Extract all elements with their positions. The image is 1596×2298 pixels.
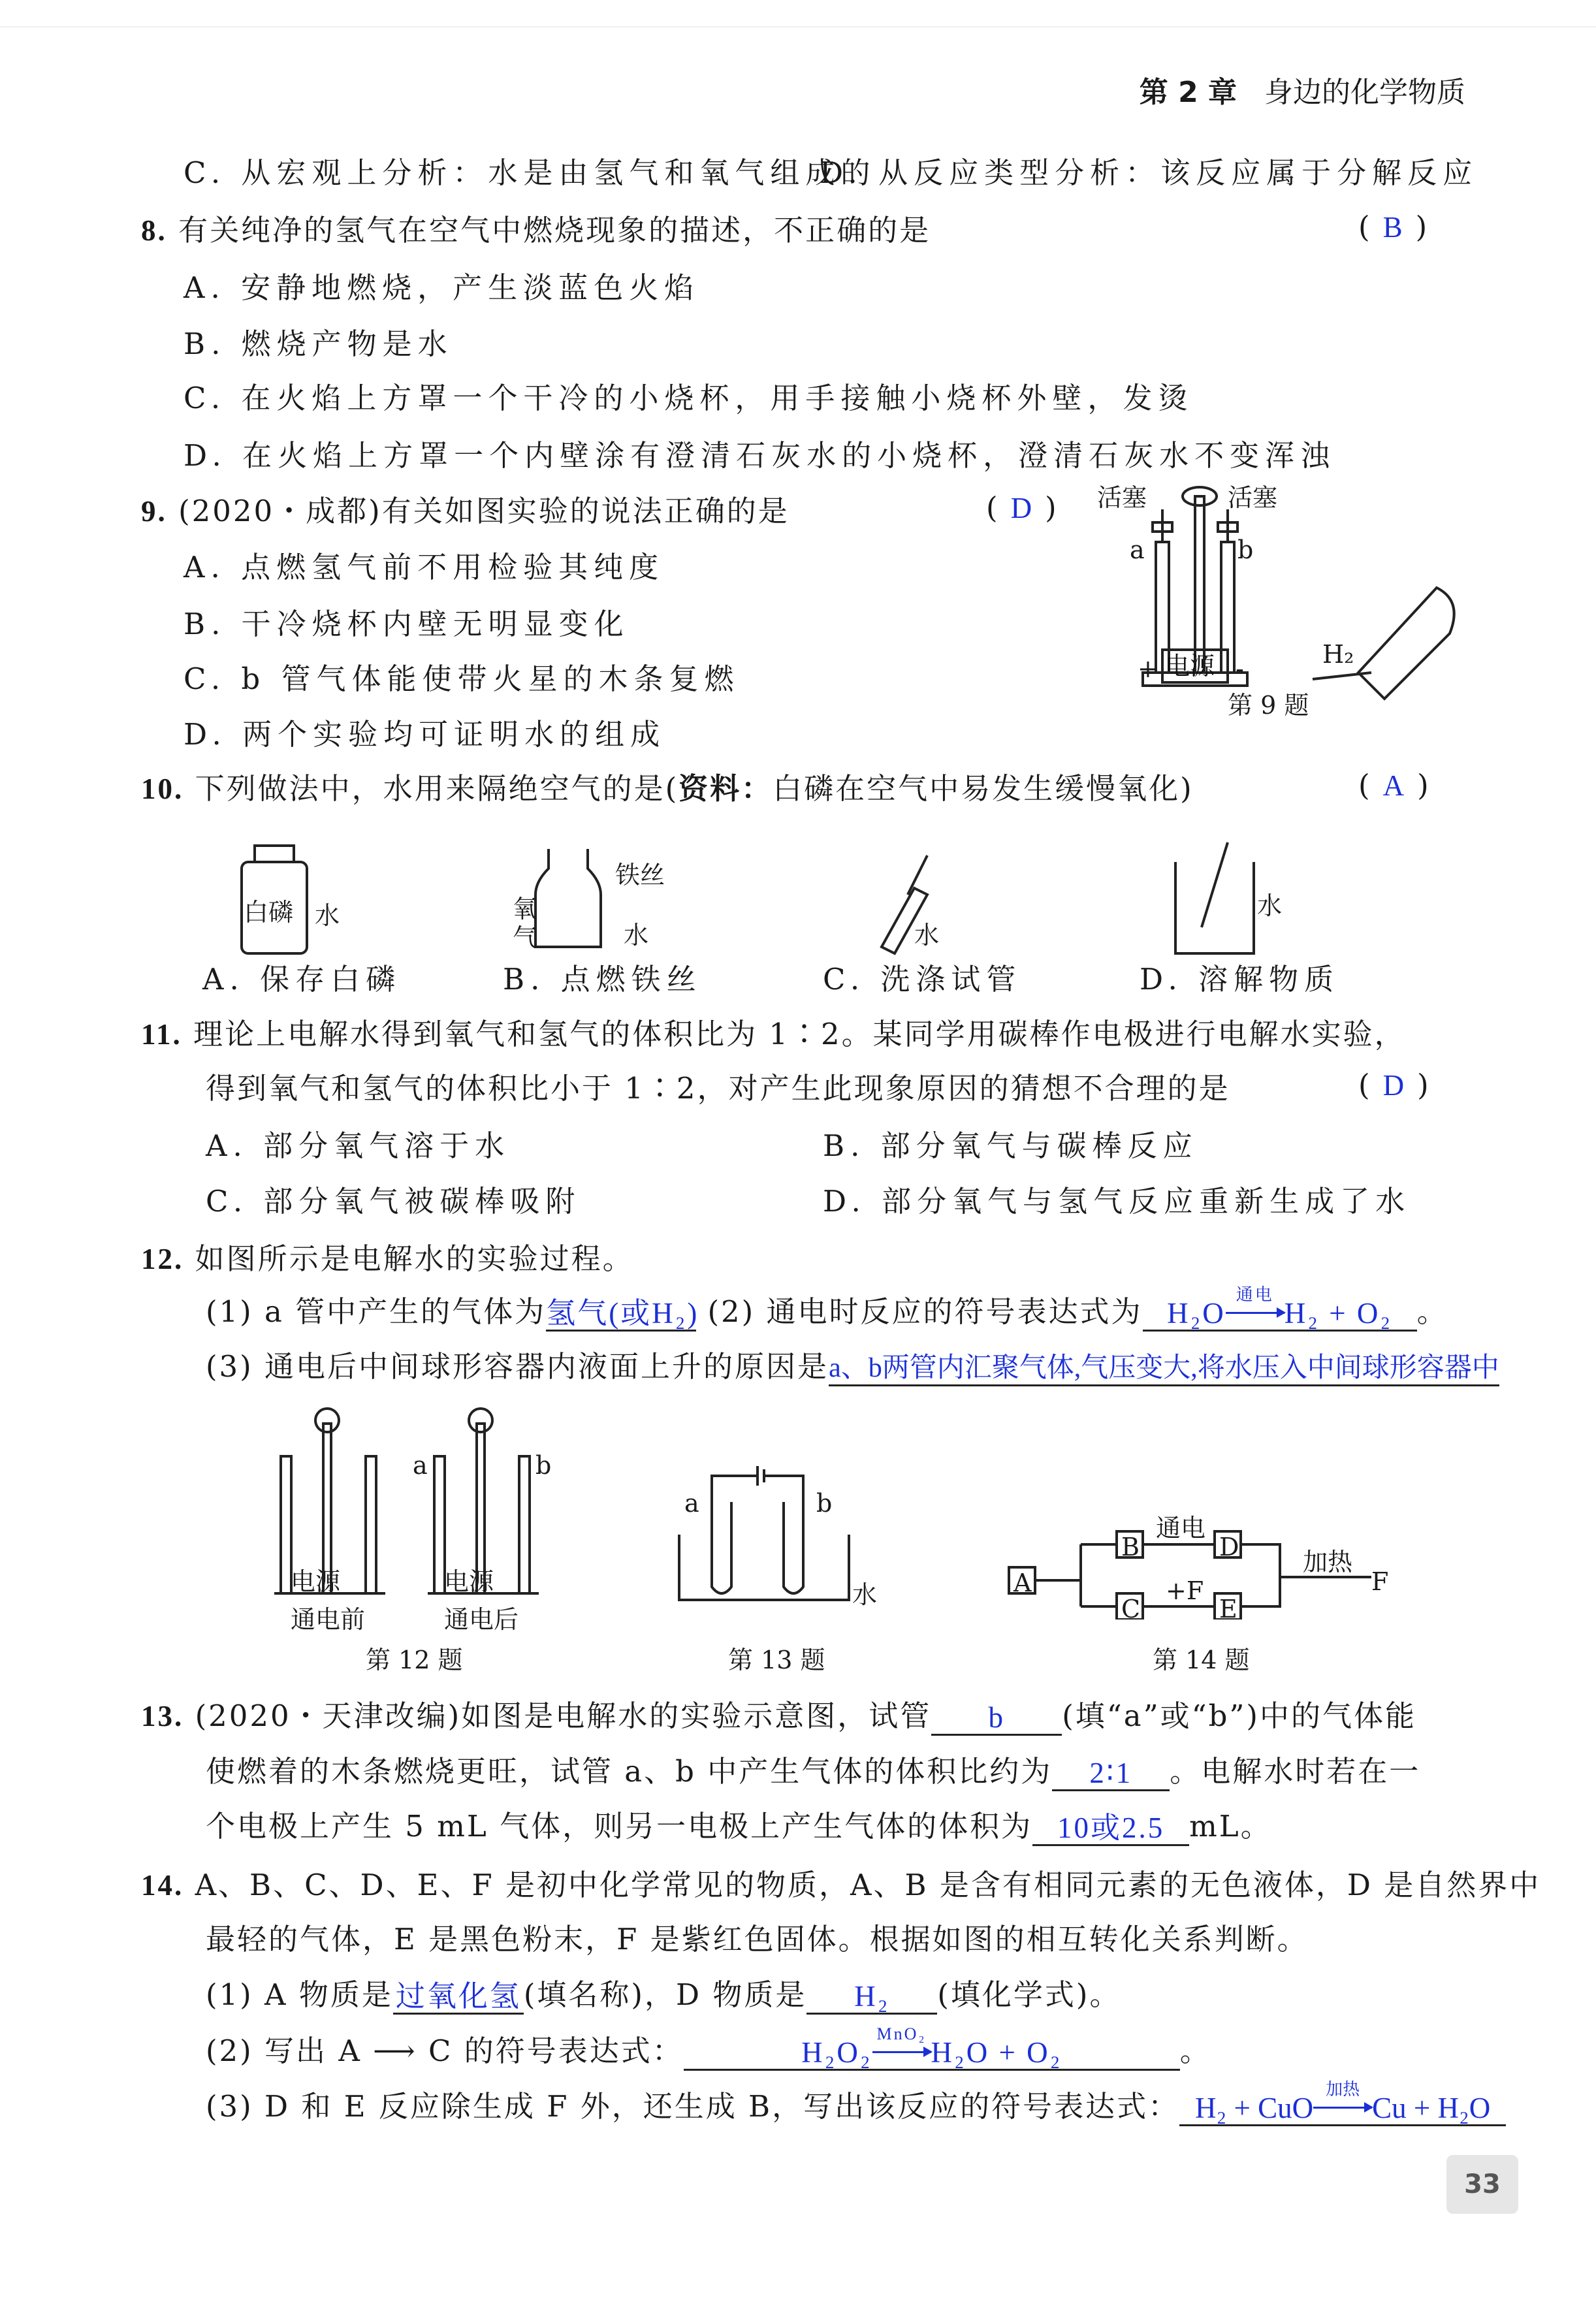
- q9-text: (2020・成都)有关如图实验的说法正确的是: [178, 494, 790, 528]
- q10-label-water-c: 水: [914, 921, 940, 950]
- q13-text-3b: mL。: [1189, 1809, 1272, 1843]
- q14-text-1: A、B、C、D、E、F 是初中化学常见的物质，A、B 是含有相同元素的无色液体，D 是自然界中: [195, 1868, 1541, 1902]
- q12-label-after: 通电后: [444, 1605, 519, 1634]
- q11-text-1: 理论上电解水得到氧气和氢气的体积比为 1∶2。某同学用碳棒作电极进行电解水实验，: [193, 1017, 1406, 1051]
- q10-answer-value: A: [1382, 769, 1418, 802]
- top-edge: [0, 26, 1596, 27]
- q11-option-d: D. 部分氧气与氢气反应重新生成了水: [823, 1184, 1411, 1219]
- q12-p1-text: (1) a 管中产生的气体为: [206, 1294, 547, 1329]
- q13-answer-2: 2∶1: [1052, 1757, 1170, 1791]
- q13-answer-3: 10或2.5: [1032, 1811, 1189, 1846]
- q9-answer-value: D: [1010, 492, 1045, 524]
- q14-part-1: [206, 1975, 1121, 2015]
- q14-part-2: (2) 写出 A ⟶ C 的符号表达式： H₂O₂ MnO₂ H₂O + O₂ 。: [206, 2032, 1211, 2071]
- q11-number: 11.: [141, 1018, 182, 1051]
- q12-label-power-after: 电源: [444, 1567, 494, 1596]
- q9-number: 9.: [141, 495, 167, 528]
- q12-caption: 第 12 题: [366, 1646, 463, 1674]
- q14-text-2: 最轻的气体，E 是黑色粉末，F 是紫红色固体。根据如图的相互转化关系判断。: [206, 1922, 1309, 1956]
- q14-node-d: D: [1219, 1533, 1239, 1561]
- q14-node-a: A: [1013, 1569, 1032, 1597]
- q10-label-water-b: 水: [624, 921, 649, 950]
- q11-option-c: C. 部分氧气被碳棒吸附: [206, 1184, 581, 1219]
- q9-caption: 第 9 题: [1228, 691, 1309, 720]
- q14-p3-text: (3) D 和 E 反应除生成 F 外，还生成 B，写出该反应的符号表达式：: [206, 2089, 1180, 2124]
- q7-option-d: D. 从反应类型分析：该反应属于分解反应: [820, 155, 1478, 190]
- q11-option-b: B. 部分氧气与碳棒反应: [823, 1128, 1198, 1163]
- q14-eq3-left: H₂ + CuO: [1195, 2092, 1314, 2124]
- q13-text-2: 使燃着的木条燃烧更旺，试管 a、b 中产生气体的体积比约为: [206, 1754, 1053, 1789]
- q10-option-b: B. 点燃铁丝: [503, 962, 702, 997]
- q12-text: 如图所示是电解水的实验过程。: [195, 1241, 634, 1276]
- q13-text-1b: (填“a”或“b”)中的气体能: [1062, 1699, 1416, 1733]
- q10-text-bold: 资料：: [678, 771, 773, 806]
- q10-text-tail: 白磷在空气中易发生缓慢氧化): [773, 771, 1194, 806]
- q8-option-b: B. 燃烧产物是水: [184, 327, 453, 361]
- q13-label-b: b: [816, 1489, 833, 1518]
- q10-label-white-phosphorus: 白磷: [244, 898, 294, 927]
- q13-caption: 第 13 题: [728, 1646, 825, 1674]
- q10-label-oxygen: 氧气: [513, 895, 538, 952]
- q14-answer-1b: H₂: [806, 1980, 937, 2015]
- q12-eq-condition: 通电: [1236, 1285, 1274, 1304]
- q10-option-a: A. 保存白磷: [202, 962, 402, 997]
- q12-label-a: a: [413, 1451, 428, 1480]
- q14-eq2-left: H₂O₂: [801, 2036, 872, 2069]
- page-number: 33: [1446, 2155, 1518, 2214]
- q13-text-1: (2020・天津改编)如图是电解水的实验示意图，试管: [195, 1699, 932, 1733]
- q9-plus: +: [1138, 654, 1158, 683]
- q11-stem: [141, 1015, 1406, 1054]
- electrolysis-apparatus-icon: [1097, 483, 1476, 725]
- q12-part-3: [206, 1347, 1499, 1386]
- q14-caption: 第 14 题: [1153, 1646, 1250, 1674]
- q9-stem: [141, 492, 790, 531]
- reaction-arrow-icon: [1226, 1285, 1285, 1330]
- q8-number: 8.: [141, 214, 167, 247]
- q12-answer-1: 氢气(或H₂): [546, 1297, 696, 1332]
- q9-option-c: C. b 管气体能使带火星的木条复燃: [184, 662, 740, 696]
- q11-text-2: 得到氧气和氢气的体积比小于 1∶2，对产生此现象原因的猜想不合理的是: [206, 1071, 1230, 1106]
- q11-answer: (D): [1358, 1068, 1442, 1102]
- q12-label-power-before: 电源: [291, 1567, 341, 1596]
- reaction-arrow-icon: [1313, 2080, 1372, 2124]
- q9-label-power: 电源: [1165, 652, 1215, 680]
- q9-label-h2: H₂: [1322, 640, 1354, 669]
- q12-stem: [141, 1239, 634, 1279]
- q14-eq2-right: H₂O + O₂: [931, 2036, 1062, 2069]
- q7-option-c: C. 从宏观上分析：水是由氢气和氧气组成的: [184, 155, 876, 190]
- q8-stem: [141, 211, 931, 250]
- q11-answer-value: D: [1382, 1069, 1418, 1102]
- q13-label-water: 水: [852, 1580, 878, 1609]
- q13-line-2: [206, 1752, 1420, 1791]
- q13-line-3: [206, 1807, 1272, 1846]
- q9-option-d: D. 两个实验均可证明水的组成: [184, 717, 666, 752]
- q8-option-c: C. 在火焰上方罩一个干冷的小烧杯，用手接触小烧杯外壁，发烫: [184, 381, 1194, 415]
- q14-number: 14.: [141, 1869, 184, 1902]
- q14-node-b: B: [1121, 1533, 1140, 1561]
- q10-number: 10.: [141, 773, 184, 805]
- q14-node-c: C: [1121, 1595, 1141, 1623]
- chapter-number: 第 2 章: [1139, 76, 1237, 109]
- q14-eq3-right: Cu + H₂O: [1372, 2092, 1491, 2124]
- q14-p1b-text: (填名称)，D 物质是: [523, 1977, 807, 2012]
- q14-answer-1: 过氧化氢: [393, 1980, 524, 2015]
- chapter-title: 身边的化学物质: [1264, 76, 1465, 109]
- q12-label-b: b: [535, 1451, 552, 1480]
- q9-answer: (D): [986, 490, 1070, 525]
- q14-part-3: [206, 2080, 1506, 2126]
- q12-number: 12.: [141, 1243, 184, 1275]
- q10-label-water-a: 水: [315, 901, 340, 930]
- reaction-arrow-icon: [872, 2024, 931, 2069]
- q12-eq-left: H₂O: [1167, 1297, 1226, 1330]
- q9-label-b: b: [1237, 535, 1254, 564]
- q14-node-f: F: [1371, 1567, 1389, 1596]
- q11-option-a: A. 部分氧气溶于水: [206, 1128, 511, 1163]
- q13-text-2b: 。电解水时若在一: [1170, 1754, 1421, 1789]
- q14-label-heat: 加热: [1303, 1548, 1353, 1576]
- q13-text-3: 个电极上产生 5 mL 气体，则另一电极上产生气体的体积为: [206, 1809, 1033, 1843]
- q10-option-d: D. 溶解物质: [1140, 962, 1340, 997]
- q13-number: 13.: [141, 1700, 184, 1732]
- q9-label-stopcock-right: 活塞: [1228, 483, 1278, 512]
- q9-minus: -: [1236, 654, 1244, 683]
- q14-p1c-text: (填化学式)。: [937, 1977, 1121, 2012]
- q8-text: 有关纯净的氢气在空气中燃烧现象的描述，不正确的是: [178, 213, 931, 247]
- q14-p1-text: (1) A 物质是: [206, 1977, 393, 2012]
- q10-stem: [141, 769, 1194, 808]
- q8-option-a: A. 安静地燃烧，产生淡蓝色火焰: [184, 270, 700, 305]
- q10-figures-icon: [196, 829, 1371, 960]
- q9-option-b: B. 干冷烧杯内壁无明显变化: [184, 607, 630, 641]
- q9-label-stopcock-left: 活塞: [1097, 483, 1147, 512]
- q12-eq-right: H₂ + O₂: [1284, 1297, 1393, 1330]
- q9-option-a: A. 点燃氢气前不用检验其纯度: [184, 550, 665, 584]
- q12-answer-3: a、b两管内汇聚气体,气压变大,将水压入中间球形容器中: [829, 1352, 1499, 1386]
- q14-node-e: E: [1219, 1595, 1237, 1623]
- q14-label-plus-f: +F: [1166, 1576, 1204, 1605]
- q10-option-c: C. 洗涤试管: [823, 962, 1022, 997]
- q10-text: 下列做法中，水用来隔绝空气的是(: [195, 771, 679, 806]
- q13-line-1: [141, 1697, 1416, 1736]
- q14-label-electricity: 通电: [1156, 1514, 1206, 1542]
- q14-eq3-condition: 加热: [1326, 2080, 1360, 2099]
- q10-answer: (A): [1358, 768, 1442, 803]
- q12-p3-text: (3) 通电后中间球形容器内液面上升的原因是: [206, 1349, 829, 1384]
- q13-label-a: a: [684, 1489, 699, 1518]
- q14-p2-text: (2) 写出 A ⟶ C 的符号表达式：: [206, 2034, 684, 2068]
- q13-answer-1: b: [931, 1701, 1062, 1736]
- q14-line-1: [141, 1866, 1540, 1905]
- q8-answer-value: B: [1382, 211, 1416, 244]
- q9-figure: [1097, 483, 1476, 725]
- q10-label-iron-wire: 铁丝: [615, 861, 665, 889]
- q9-label-a: a: [1130, 535, 1145, 564]
- q12-p2-text: (2) 通电时反应的符号表达式为: [707, 1294, 1143, 1329]
- q12-part-1: (1) a 管中产生的气体为氢气(或H₂) (2) 通电时反应的符号表达式为 H₂O 通电 H₂ + O₂ 。: [206, 1292, 1448, 1332]
- q8-option-d: D. 在火焰上方罩一个内壁涂有澄清石灰水的小烧杯，澄清石灰水不变浑浊: [184, 438, 1336, 473]
- q14-eq2-condition: MnO₂: [876, 2024, 927, 2043]
- q12-label-before: 通电前: [291, 1605, 366, 1634]
- q8-answer: (B): [1358, 210, 1441, 244]
- chapter-header: [1140, 69, 1465, 110]
- q10-label-water-d: 水: [1257, 891, 1283, 920]
